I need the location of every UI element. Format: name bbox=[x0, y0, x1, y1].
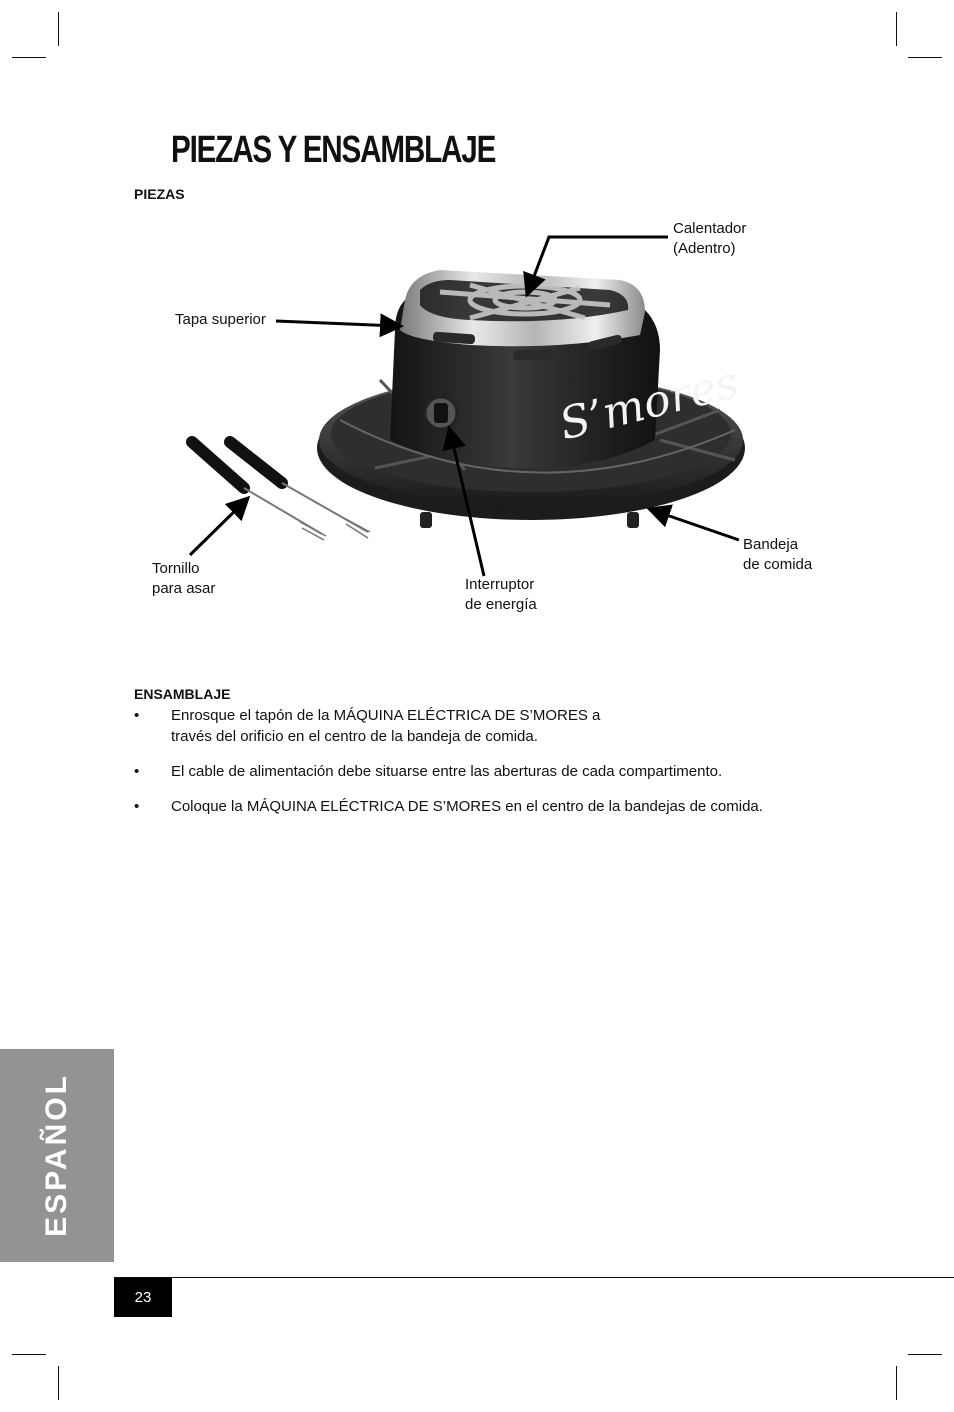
label-power-switch: Interruptor de energía bbox=[465, 576, 537, 613]
roasting-fork-1 bbox=[192, 442, 326, 540]
page-title: PIEZAS Y ENSAMBLAJE bbox=[171, 129, 496, 171]
list-item: • Enrosque el tapón de la MÁQUINA ELÉCTRICA DE S’MORES a través del orificio en el centro de la bandeja de comida. bbox=[134, 707, 601, 745]
language-tab bbox=[0, 1049, 114, 1262]
crop-mark bbox=[896, 1366, 897, 1400]
parts-heading: PIEZAS bbox=[134, 186, 185, 202]
assembly-heading: ENSAMBLAJE bbox=[134, 686, 231, 702]
list-item: • El cable de alimentación debe situarse entre las aberturas de cada compartimento. bbox=[134, 763, 723, 780]
brand-script: S’mores bbox=[554, 356, 744, 451]
bullet-dot: • bbox=[134, 763, 140, 780]
footer-rule bbox=[114, 1277, 954, 1278]
label-food-tray: Bandeja de comida bbox=[743, 536, 813, 573]
label-heater: Calentador (Adentro) bbox=[673, 220, 747, 257]
label-top-cover: Tapa superior bbox=[175, 311, 266, 328]
switch-rocker bbox=[434, 403, 448, 423]
label-skewer: Tornillo para asar bbox=[152, 560, 216, 597]
language-tab-label: ESPAÑOL bbox=[40, 1073, 73, 1237]
crop-mark bbox=[58, 1366, 59, 1400]
page-number: 23 bbox=[114, 1278, 172, 1317]
list-item: • Coloque la MÁQUINA ELÉCTRICA DE S’MORES en el centro de la bandejas de comida. bbox=[134, 798, 763, 815]
assembly-list bbox=[134, 705, 854, 817]
crop-mark bbox=[908, 1354, 942, 1355]
bullet-dot: • bbox=[134, 707, 140, 724]
bullet-dot: • bbox=[134, 798, 140, 815]
crop-mark bbox=[12, 1354, 46, 1355]
